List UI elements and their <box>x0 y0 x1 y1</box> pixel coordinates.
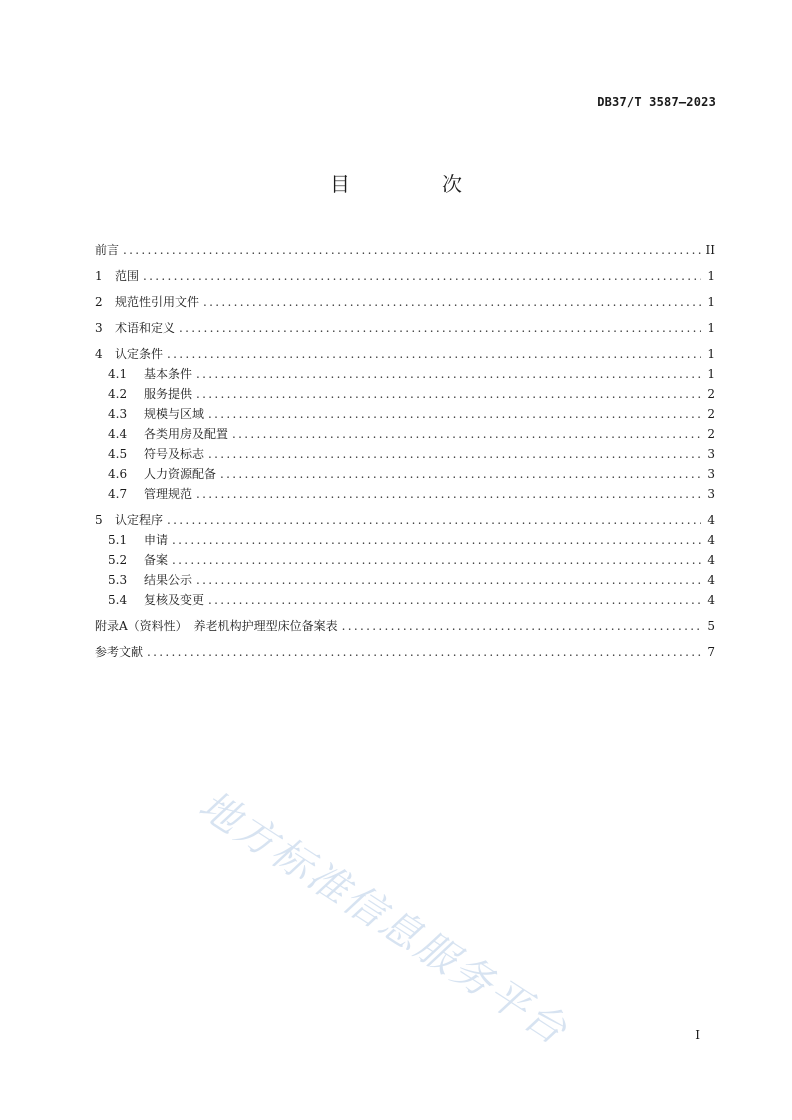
toc-entry-label: 结果公示 <box>144 573 193 587</box>
document-id: DB37/T 3587—2023 <box>597 95 716 109</box>
toc-entry[interactable] <box>95 510 715 530</box>
toc-leader-dots <box>196 364 701 384</box>
toc-entry-page: 2 <box>707 407 715 421</box>
toc-entry-page: II <box>705 243 715 257</box>
toc-entry-page: 3 <box>707 447 715 461</box>
toc-leader-dots <box>123 240 701 260</box>
toc-entry-number: 2 <box>95 295 103 309</box>
toc-entry-label: 各类用房及配置 <box>144 427 229 441</box>
toc-entry-page: 5 <box>707 619 715 633</box>
toc-leader-dots <box>208 444 701 464</box>
toc-leader-dots <box>220 464 701 484</box>
toc-entry-number: 4.3 <box>108 407 128 421</box>
toc-entry[interactable] <box>95 404 715 424</box>
toc-entry-number: 5.4 <box>108 593 128 607</box>
toc-leader-dots <box>172 530 701 550</box>
toc-leader-dots <box>232 424 701 444</box>
toc-leader-dots <box>208 590 701 610</box>
toc-entry-number: 1 <box>95 269 103 283</box>
table-of-contents <box>95 240 715 662</box>
toc-entry[interactable] <box>95 616 715 636</box>
toc-entry[interactable] <box>95 570 715 590</box>
toc-entry[interactable] <box>95 384 715 404</box>
toc-leader-dots <box>342 616 701 636</box>
toc-entry-page: 1 <box>707 347 715 361</box>
toc-leader-dots <box>179 318 701 338</box>
toc-entry-number: 5.3 <box>108 573 128 587</box>
toc-entry[interactable] <box>95 642 715 662</box>
toc-leader-dots <box>196 484 701 504</box>
toc-entry-number: 5 <box>95 513 103 527</box>
toc-entry-label: 附录A（资料性） 养老机构护理型床位备案表 <box>95 619 338 633</box>
toc-entry-label: 人力资源配备 <box>144 467 217 481</box>
toc-leader-dots <box>147 642 701 662</box>
toc-entry[interactable] <box>95 292 715 312</box>
toc-entry-label: 申请 <box>144 533 169 547</box>
toc-entry-number: 4.6 <box>108 467 128 481</box>
toc-entry[interactable] <box>95 364 715 384</box>
toc-leader-dots <box>143 266 701 286</box>
toc-entry-number: 4.4 <box>108 427 128 441</box>
toc-entry-label: 认定条件 <box>115 347 164 361</box>
toc-entry-page: 1 <box>707 269 715 283</box>
toc-leader-dots <box>203 292 701 312</box>
toc-entry[interactable] <box>95 444 715 464</box>
toc-entry[interactable] <box>95 240 715 260</box>
toc-entry[interactable] <box>95 484 715 504</box>
toc-entry-page: 4 <box>707 513 715 527</box>
toc-entry[interactable] <box>95 344 715 364</box>
toc-entry-page: 4 <box>707 593 715 607</box>
toc-entry-number: 4 <box>95 347 103 361</box>
toc-leader-dots <box>196 384 701 404</box>
toc-entry-page: 1 <box>707 295 715 309</box>
toc-leader-dots <box>196 570 701 590</box>
toc-entry-label: 参考文献 <box>95 645 144 659</box>
toc-entry-label: 基本条件 <box>144 367 193 381</box>
toc-entry-label: 术语和定义 <box>115 321 176 335</box>
toc-entry-number: 5.1 <box>108 533 128 547</box>
toc-entry-page: 4 <box>707 573 715 587</box>
toc-entry[interactable] <box>95 424 715 444</box>
toc-entry-label: 服务提供 <box>144 387 193 401</box>
toc-entry-label: 备案 <box>144 553 169 567</box>
toc-entry-page: 3 <box>707 487 715 501</box>
toc-entry[interactable] <box>95 318 715 338</box>
toc-entry-number: 3 <box>95 321 103 335</box>
toc-entry-page: 1 <box>707 367 715 381</box>
page-number: I <box>695 1028 700 1042</box>
toc-leader-dots <box>208 404 701 424</box>
toc-entry-label: 管理规范 <box>144 487 193 501</box>
toc-entry-number: 4.5 <box>108 447 128 461</box>
toc-entry[interactable] <box>95 530 715 550</box>
toc-entry-page: 4 <box>707 553 715 567</box>
toc-entry-label: 范围 <box>115 269 140 283</box>
toc-entry-number: 4.1 <box>108 367 128 381</box>
toc-entry-page: 2 <box>707 387 715 401</box>
toc-entry-label: 认定程序 <box>115 513 164 527</box>
toc-entry[interactable] <box>95 590 715 610</box>
toc-entry-page: 2 <box>707 427 715 441</box>
toc-entry-page: 3 <box>707 467 715 481</box>
toc-entry-page: 4 <box>707 533 715 547</box>
toc-entry-label: 符号及标志 <box>144 447 205 461</box>
toc-leader-dots <box>172 550 701 570</box>
toc-entry[interactable] <box>95 550 715 570</box>
toc-entry-label: 规模与区域 <box>144 407 205 421</box>
toc-entry-number: 5.2 <box>108 553 128 567</box>
toc-entry-number: 4.7 <box>108 487 128 501</box>
toc-entry-number: 4.2 <box>108 387 128 401</box>
toc-entry-label: 前言 <box>95 243 120 257</box>
toc-leader-dots <box>167 510 701 530</box>
toc-entry-page: 7 <box>707 645 715 659</box>
toc-entry[interactable] <box>95 266 715 286</box>
toc-entry-label: 复核及变更 <box>144 593 205 607</box>
toc-entry-label: 规范性引用文件 <box>115 295 200 309</box>
toc-leader-dots <box>167 344 701 364</box>
watermark: 地方标准信息服务平台 <box>190 782 577 1055</box>
toc-entry[interactable] <box>95 464 715 484</box>
toc-entry-page: 1 <box>707 321 715 335</box>
page-title: 目 次 <box>330 172 498 196</box>
